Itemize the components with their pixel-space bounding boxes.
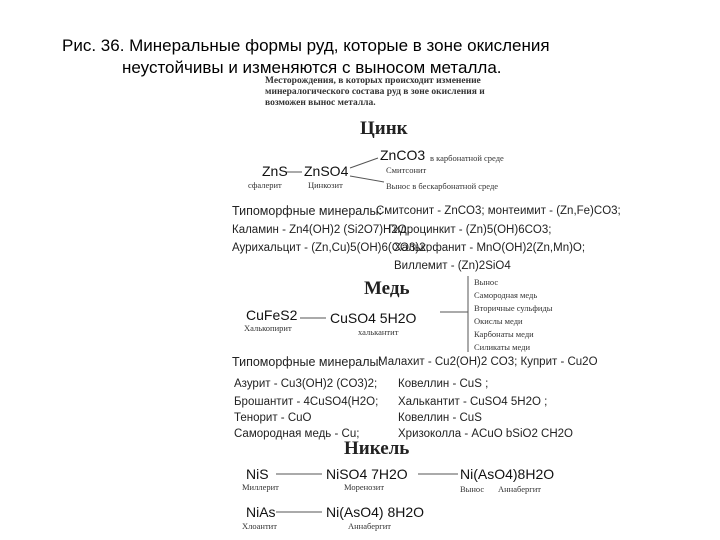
- cufes2-formula: CuFeS2: [246, 307, 298, 323]
- copper-typo-label: Типоморфные минералы:: [232, 355, 382, 369]
- nis-formula: NiS: [246, 466, 269, 482]
- outcome-item: Окислы меди: [474, 316, 523, 326]
- znco3-name: Смитсонит: [386, 165, 427, 175]
- copper-chalcanthite: Халькантит - CuSO4 5H2O ;: [398, 396, 548, 408]
- cufes2-name: Халькопирит: [244, 323, 292, 333]
- niaso4-name: Аннабергит: [498, 484, 541, 494]
- niso4-formula: NiSO4 7H2O: [326, 466, 408, 482]
- copper-covellite-2: Ковеллин - CuS: [398, 412, 482, 424]
- zinc-chalcophanite: Халькофанит - MnO(OH)2(Zn,Mn)O;: [394, 242, 586, 254]
- nis-name: Миллерит: [242, 482, 279, 492]
- zns-name: сфалерит: [248, 180, 282, 190]
- niaso4b-formula: Ni(AsO4) 8H2O: [326, 504, 425, 520]
- arrow-znso4-out: [350, 176, 384, 182]
- copper-chrysocolla: Хризоколла - ACuO bSiO2 CH2O: [398, 428, 573, 440]
- copper-outcomes: [474, 276, 553, 354]
- znso4-formula: ZnSO4: [304, 163, 349, 179]
- caption-line-2: неустойчивы и изменяются с выносом металла.: [122, 58, 502, 77]
- copper-brochantite: Брошантит - 4CuSO4(H2O;: [234, 396, 379, 408]
- cuso4-name: халькантит: [358, 327, 399, 337]
- znco3-env: в карбонатной среде: [430, 153, 504, 163]
- outcome-item: Вынос: [474, 277, 499, 287]
- niaso4b-name: Аннабергит: [348, 521, 391, 531]
- subtitle-line-3: возможен вынос металла.: [265, 98, 376, 108]
- copper-tenorite: Тенорит - CuO: [234, 412, 312, 424]
- zinc-out-note: Вынос в бескарбонатной среде: [386, 181, 499, 191]
- outcome-item: Вторичные сульфиды: [474, 303, 553, 313]
- niso4-name: Моренозит: [344, 482, 385, 492]
- zinc-aurichalcite: Аурихальцит - (Zn,Cu)5(OH)6(CO3)2;: [232, 242, 429, 254]
- zinc-title: Цинк: [360, 118, 408, 139]
- nickel-title: Никель: [344, 438, 410, 459]
- niaso4-formula: Ni(AsO4)8H2O: [460, 466, 555, 482]
- outcome-item: Самородная медь: [474, 290, 538, 300]
- znco3-formula: ZnCO3: [380, 147, 426, 163]
- znso4-name: Цинкозит: [308, 180, 343, 190]
- copper-azurite: Азурит - Cu3(OH)2 (CO3)2;: [234, 378, 378, 390]
- subtitle-line-1: Месторождения, в которых происходит изменение: [265, 76, 481, 86]
- outcome-item: Карбонаты меди: [474, 329, 534, 339]
- cuso4-formula: CuSO4 5H2O: [330, 310, 417, 326]
- zns-formula: ZnS: [262, 163, 288, 179]
- niaso4-out: Вынос: [460, 484, 485, 494]
- zinc-typo-label: Типоморфные минералы:: [232, 204, 382, 218]
- zinc-smithsonite: Смитсонит - ZnCO3; монтеимит - (Zn,Fe)CO3;: [376, 205, 621, 217]
- copper-title: Медь: [364, 278, 410, 299]
- subtitle-line-2: минералогического состава руд в зоне окисления и: [265, 87, 485, 97]
- copper-malachite: Малахит - Cu2(OH)2 CO3; Куприт - Cu2O: [378, 356, 598, 368]
- copper-covellite: Ковеллин - CuS ;: [398, 378, 489, 390]
- zinc-hydrozincite: Гидроцинкит - (Zn)5(OH)6CO3;: [388, 224, 552, 236]
- zinc-willemite: Виллемит - (Zn)2SiO4: [394, 260, 511, 272]
- caption-line-1: Рис. 36. Минеральные формы руд, которые в зоне окисления: [62, 36, 550, 55]
- arrow-znso4-znco3: [350, 158, 378, 168]
- zinc-calamine: Каламин - Zn4(OH)2 (Si2O7)H2O;: [232, 224, 410, 236]
- nias-name: Хлоантит: [242, 521, 277, 531]
- outcome-item: Силикаты меди: [474, 342, 531, 352]
- copper-native: Самородная медь - Cu;: [234, 428, 360, 440]
- nias-formula: NiAs: [246, 504, 276, 520]
